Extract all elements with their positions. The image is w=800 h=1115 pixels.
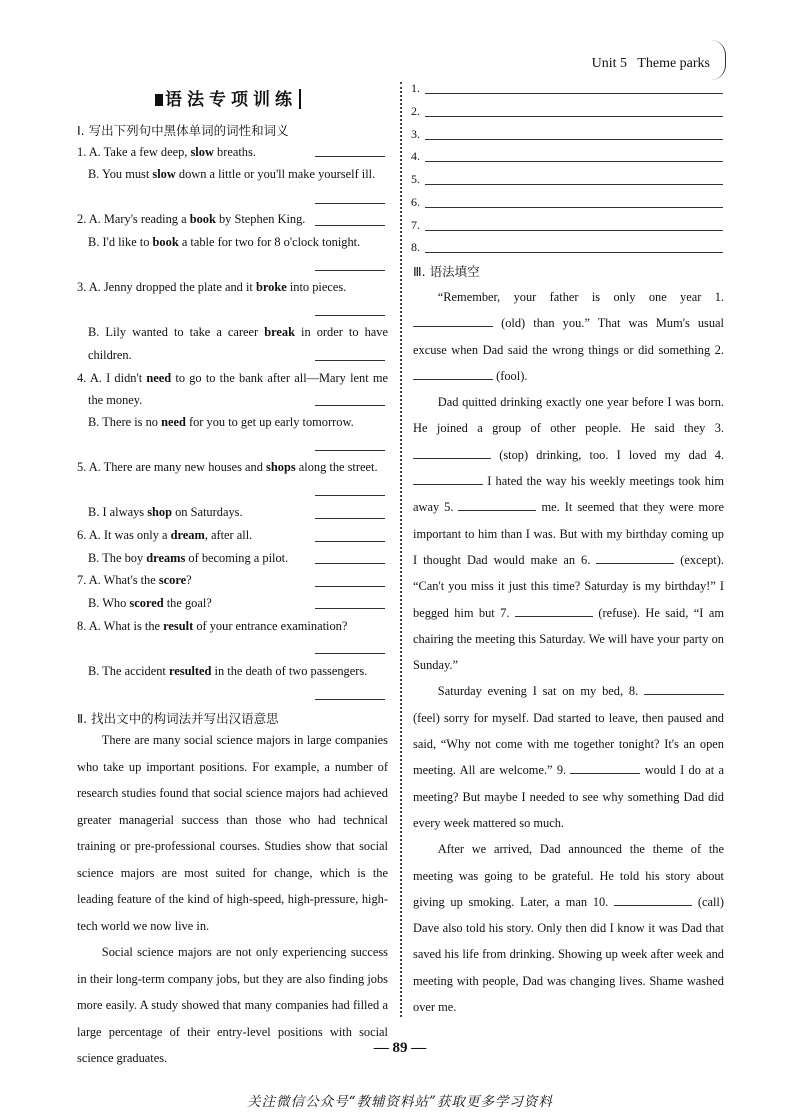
- footer-note: 关注微信公众号“教辅资料站”获取更多学习资料: [247, 1094, 553, 1110]
- page-header: [592, 56, 710, 72]
- answer-number: 5.: [411, 172, 420, 186]
- answer-line[interactable]: [315, 541, 385, 542]
- answer-line[interactable]: [425, 184, 723, 185]
- blank-4[interactable]: [413, 474, 483, 485]
- question-item: B. Who scored the goal?: [88, 596, 212, 610]
- question-item: B. You must slow down a little or you'll make yourself ill.: [88, 167, 376, 181]
- question-item: 7. A. What's the score?: [77, 573, 192, 587]
- answer-line[interactable]: [425, 230, 723, 231]
- header-curve-decoration: [711, 40, 726, 80]
- question-item: B. I always shop on Saturdays.: [88, 505, 243, 519]
- column-divider: [400, 82, 402, 1017]
- blank-9[interactable]: [570, 763, 640, 774]
- question-item-continued: the money.: [88, 393, 143, 407]
- question-item: B. The accident resulted in the death of two passengers.: [88, 664, 368, 678]
- blank-3[interactable]: [413, 448, 491, 459]
- answer-line[interactable]: [315, 203, 385, 204]
- question-item: 4. A. I didn't need to go to the bank after all—Mary lent me: [77, 371, 389, 385]
- passage-paragraph: There are many social science majors in large companies who take up important positions. For example, a number of research studies found that social science majors had achieved greater managerial success than those who had technical training or pre-professional courses. Studies show that social science majors are most suited for change, which is the leading feature of the kind of high-speed, high-pressure, high-tech world we now live in.: [77, 733, 388, 933]
- answer-line[interactable]: [315, 315, 385, 316]
- blank-8[interactable]: [644, 684, 724, 695]
- answer-number: 6.: [411, 195, 420, 209]
- answer-line[interactable]: [425, 116, 723, 117]
- title-bar-icon: [299, 89, 301, 109]
- question-item: 5. A. There are many new houses and shops along the street.: [77, 460, 378, 474]
- passage-paragraph: Social science majors are not only experiencing success in their long-term company jobs, but they are also finding jobs more easily. A study showed that many companies had filled a large percentage of their entry-level positions with social science graduates.: [77, 945, 388, 1065]
- answer-number: 2.: [411, 104, 420, 118]
- question-item: 1. A. Take a few deep, slow breaths.: [77, 145, 256, 159]
- answer-line[interactable]: [425, 93, 723, 94]
- answer-line[interactable]: [315, 495, 385, 496]
- blank-2[interactable]: [413, 369, 493, 380]
- section1-heading: Ⅰ. 写出下列句中黑体单词的词性和词义: [77, 123, 289, 138]
- answer-line[interactable]: [315, 586, 385, 587]
- question-item: 6. A. It was only a dream, after all.: [77, 528, 253, 542]
- answer-line[interactable]: [315, 518, 385, 519]
- question-item: B. There is no need for you to get up early tomorrow.: [88, 415, 354, 429]
- blank-5[interactable]: [458, 500, 536, 511]
- question-item: B. Lily wanted to take a career break in order to have: [88, 325, 388, 339]
- section3-passage: [413, 284, 724, 1020]
- question-item: B. I'd like to book a table for two for 8 o'clock tonight.: [88, 235, 361, 249]
- answer-line[interactable]: [315, 450, 385, 451]
- page-title: 语法专项训练: [155, 85, 301, 110]
- answer-line[interactable]: [425, 252, 723, 253]
- section2-passage: [77, 727, 388, 1072]
- answer-number: 4.: [411, 149, 420, 163]
- question-item: 3. A. Jenny dropped the plate and it broke into pieces.: [77, 280, 347, 294]
- blank-10[interactable]: [614, 895, 692, 906]
- passage-paragraph: “Remember, your father is only one year 1. (old) than you.” That was Mum's usual excuse when Dad said the wrong things or did something 2. (fool).: [413, 290, 724, 383]
- answer-line[interactable]: [315, 563, 385, 564]
- section2-heading: Ⅱ. 找出文中的构词法并写出汉语意思: [77, 711, 279, 726]
- blank-1[interactable]: [413, 316, 493, 327]
- passage-paragraph: Saturday evening I sat on my bed, 8. (feel) sorry for myself. Dad started to leave, then paused and said, “Why not come with me together tonight? It's an open meeting. All are welcome.” 9. would I do at a meeting? But maybe I needed to see why something Dad did every week mattered so much.: [413, 684, 725, 830]
- passage-paragraph: After we arrived, Dad announced the theme of the meeting was going to be grateful. He told his story about giving up smoking. Later, a man 10. (call) Dave also told his story. Only then did I know it was Dad that saved his life from drinking. Showing up week after week and meeting with people, Dad was changing lives. Shame washed over me.: [413, 842, 724, 1015]
- answer-number: 8.: [411, 240, 420, 254]
- blank-6[interactable]: [596, 553, 674, 564]
- answer-line[interactable]: [315, 699, 385, 700]
- answer-line[interactable]: [315, 653, 385, 654]
- passage-paragraph: Dad quitted drinking exactly one year before I was born. He joined a group of other people. He said they 3. (stop) drinking, too. I loved my dad 4. I hated the way his weekly meetings took him away 5. me. It seemed that they were more important to him than I was. But with my birthday coming up I thought Dad would make an 6. (except). “Can't you miss it just this time? Saturday is my birthday!” I begged him but 7. (refuse). He said, “I am chairing the meeting this Saturday. We will have your party on Sunday.”: [413, 395, 724, 673]
- answer-line[interactable]: [315, 405, 385, 406]
- title-marker-icon: [155, 94, 163, 106]
- page-number: — 89 —: [373, 1040, 427, 1056]
- answer-line[interactable]: [315, 608, 385, 609]
- answer-number: 7.: [411, 218, 420, 232]
- answer-line[interactable]: [315, 270, 385, 271]
- question-item: B. The boy dreams of becoming a pilot.: [88, 551, 289, 565]
- topic-label: Theme parks: [637, 56, 710, 71]
- question-item-continued: children.: [88, 348, 132, 362]
- answer-line[interactable]: [315, 360, 385, 361]
- question-item: 8. A. What is the result of your entrance examination?: [77, 619, 348, 633]
- answer-number: 3.: [411, 127, 420, 141]
- answer-line[interactable]: [425, 139, 723, 140]
- unit-label: Unit 5: [591, 56, 628, 71]
- answer-line[interactable]: [425, 207, 723, 208]
- answer-line[interactable]: [315, 156, 385, 157]
- answer-line[interactable]: [425, 161, 723, 162]
- question-item: 2. A. Mary's reading a book by Stephen King.: [77, 212, 306, 226]
- blank-7[interactable]: [515, 606, 593, 617]
- section3-heading: Ⅲ. 语法填空: [413, 264, 480, 279]
- answer-line[interactable]: [315, 225, 385, 226]
- answer-number: 1.: [411, 81, 420, 95]
